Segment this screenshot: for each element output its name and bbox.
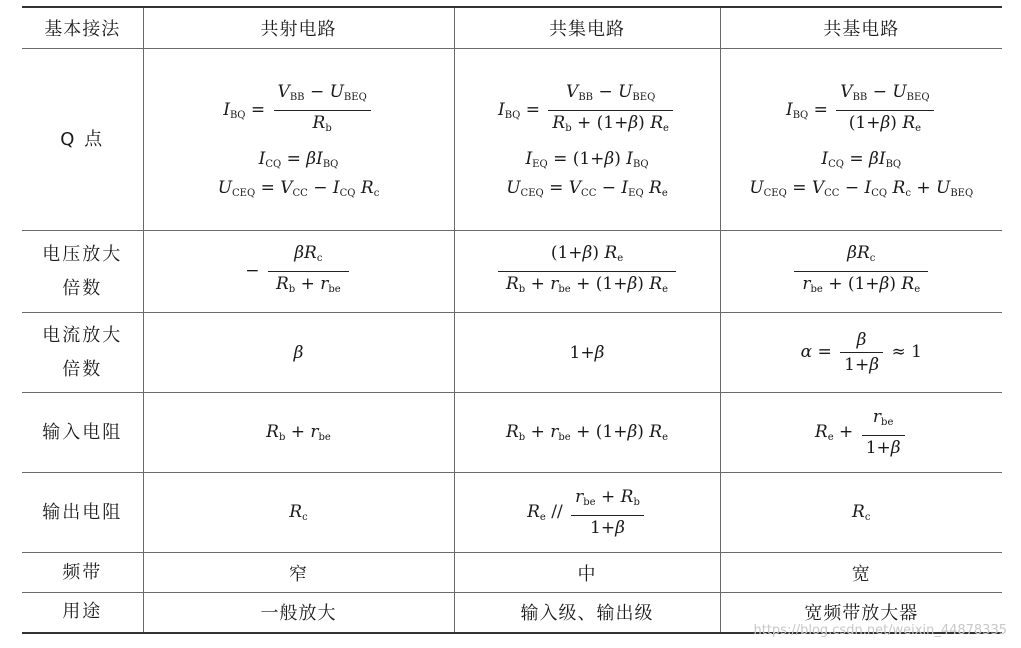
formula-ibq-cc: $I_{BQ}$ = $\frac{V_{BB} - U_{BEQ}}{R_b + (1+\beta) R_e}$ — [455, 80, 720, 141]
cell-voltage-gain-cc: $\frac{(1+\beta) R_e}{R_b + r_{be} + (1+\beta) R_e}$ — [454, 231, 720, 313]
row-bandwidth — [22, 553, 1002, 593]
cell-usage-ce: 一般放大 — [143, 593, 454, 633]
header-common-collector: 共集电路 — [454, 7, 720, 49]
cell-input-resistance-cb: $R_e$ + $\frac{r_{be}}{1+\beta}$ — [720, 393, 1002, 473]
cell-q-point-ce — [143, 49, 454, 231]
formula-ieq-cc: $I_{EQ} = (1+\beta)$ $I_{BQ}$ — [525, 149, 649, 170]
cell-current-gain-ce: β — [143, 313, 454, 393]
header-common-emitter: 共射电路 — [143, 7, 454, 49]
header-common-base: 共基电路 — [720, 7, 1002, 49]
cell-input-resistance-cc: $R_b + r_{be} + (1+\beta)$ $R_e$ — [454, 393, 720, 473]
row-label-input-resistance: 输入电阻 — [22, 393, 143, 473]
cell-current-gain-cb: α = $\frac{\beta}{1+\beta}$ ≈ 1 — [720, 313, 1002, 393]
formula-icq-ce: $I_{CQ} = \beta I_{BQ}$ — [258, 149, 339, 170]
cell-output-resistance-ce: $R_c$ — [143, 473, 454, 553]
circuit-comparison-table — [22, 6, 1002, 634]
row-label-bandwidth: 频带 — [22, 553, 143, 593]
formula-ibq-cb: $I_{BQ}$ = $\frac{V_{BB} - U_{BEQ}}{(1+\beta) R_e}$ — [721, 80, 1003, 141]
cell-bandwidth-cb: 宽 — [720, 553, 1002, 593]
formula-uceq-cc: $U_{CEQ} = V_{CC} - I_{EQ}$ $R_e$ — [506, 178, 668, 199]
cell-q-point-cc — [454, 49, 720, 231]
circuit-comparison-table-container — [22, 6, 1002, 634]
cell-output-resistance-cc: $R_e$ // $\frac{r_{be} + R_b}{1+\beta}$ — [454, 473, 720, 553]
row-output-resistance — [22, 473, 1002, 553]
row-current-gain — [22, 313, 1002, 393]
cell-current-gain-cc: 1+β — [454, 313, 720, 393]
row-label-current-gain — [22, 313, 143, 393]
row-voltage-gain — [22, 231, 1002, 313]
cell-bandwidth-ce: 窄 — [143, 553, 454, 593]
row-q-point — [22, 49, 1002, 231]
cell-voltage-gain-ce: − $\frac{\beta R_c}{R_b + r_{be}}$ — [143, 231, 454, 313]
cell-output-resistance-cb: $R_c$ — [720, 473, 1002, 553]
cell-usage-cb: 宽频带放大器 — [720, 593, 1002, 633]
row-label-output-resistance: 输出电阻 — [22, 473, 143, 553]
cell-bandwidth-cc: 中 — [454, 553, 720, 593]
cell-usage-cc: 输入级、输出级 — [454, 593, 720, 633]
row-label-voltage-gain-line2: 倍数 — [62, 277, 103, 299]
cell-q-point-cb — [720, 49, 1002, 231]
formula-ibq-ce: $I_{BQ}$ = $\frac{V_{BB} - U_{BEQ}}{R_b}$ — [144, 80, 454, 141]
cell-voltage-gain-cb: $\frac{\beta R_c}{r_{be} + (1+\beta) R_e}$ — [720, 231, 1002, 313]
formula-uceq-ce: $U_{CEQ} = V_{CC} - I_{CQ}$ $R_c$ — [217, 178, 380, 199]
row-label-current-gain-line1: 电流放大 — [42, 324, 123, 346]
watermark: https://blog.csdn.net/weixin_44878335 — [753, 623, 1007, 638]
cell-input-resistance-ce: $R_b + r_{be}$ — [143, 393, 454, 473]
formula-uceq-cb: $U_{CEQ} = V_{CC} - I_{CQ}$ $R_c + U_{BEQ}$ — [749, 178, 974, 199]
row-label-voltage-gain — [22, 231, 143, 313]
row-label-usage: 用途 — [22, 593, 143, 633]
row-label-current-gain-line2: 倍数 — [62, 358, 103, 380]
row-input-resistance — [22, 393, 1002, 473]
header-connection-type: 基本接法 — [22, 7, 143, 49]
header-row — [22, 7, 1002, 49]
row-label-voltage-gain-line1: 电压放大 — [42, 243, 123, 265]
row-label-q-point: Q 点 — [22, 49, 143, 231]
formula-icq-cb: $I_{CQ} = \beta I_{BQ}$ — [821, 149, 902, 170]
